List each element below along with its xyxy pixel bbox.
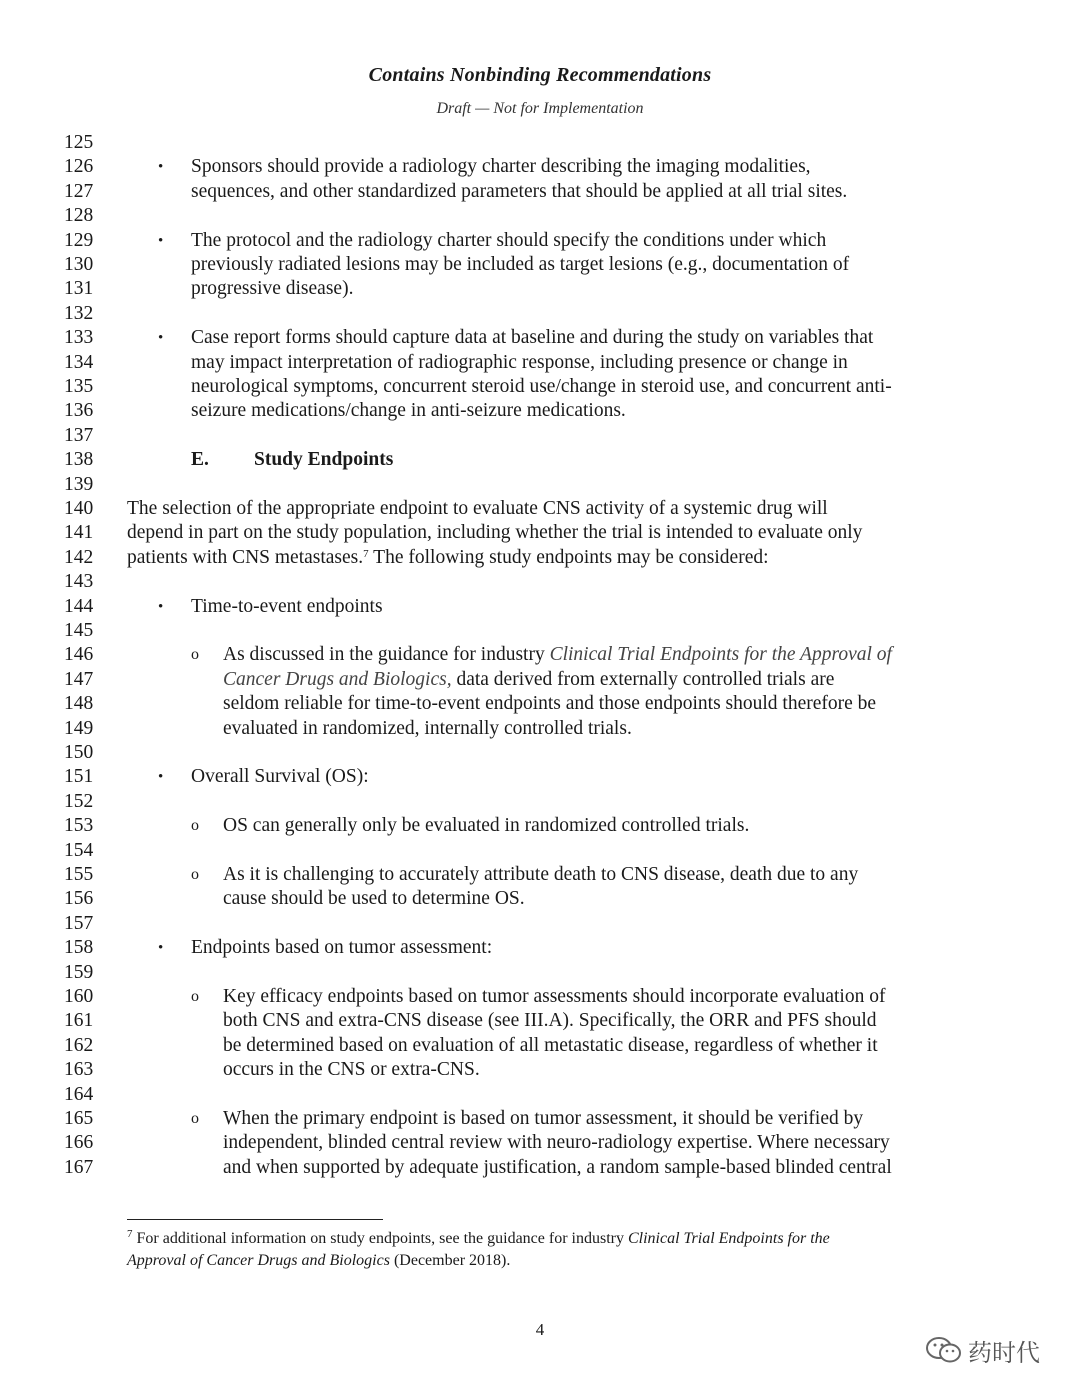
line-number: 137 xyxy=(64,424,94,446)
document-line xyxy=(0,619,1080,643)
paragraph-line xyxy=(127,521,862,545)
line-number: 163 xyxy=(64,1059,94,1081)
line-number: 160 xyxy=(64,986,94,1007)
watermark-text: 药时代 xyxy=(968,1338,1040,1367)
line-text: be determined based on evaluation of all metastatic disease, regardless of whether it xyxy=(223,1034,878,1056)
document-line xyxy=(0,399,1080,423)
document-line xyxy=(0,961,1080,985)
sub-item-line xyxy=(223,887,525,911)
line-number: 165 xyxy=(64,1108,94,1129)
line-number: 158 xyxy=(64,937,94,959)
line-number: 135 xyxy=(64,376,94,397)
line-number: 159 xyxy=(64,961,94,983)
document-line xyxy=(0,302,1080,326)
line-number: 147 xyxy=(64,668,94,690)
line-number: 153 xyxy=(64,815,94,837)
line-number: 162 xyxy=(64,1034,94,1056)
line-text: evaluated in randomized, internally controlled trials. xyxy=(223,717,632,739)
line-text: independent, blinded central review with neuro-radiology expertise. Where necessary xyxy=(223,1132,890,1154)
sub-item-line xyxy=(223,863,858,887)
sub-item-line xyxy=(223,814,749,838)
line-number: 126 xyxy=(64,156,94,178)
document-line xyxy=(0,912,1080,936)
document-header-title: Contains Nonbinding Recommendations xyxy=(368,64,712,86)
line-text: The protocol and the radiology charter should specify the conditions under which xyxy=(191,229,827,251)
document-line xyxy=(0,351,1080,375)
line-number: 140 xyxy=(64,498,94,519)
line-number: 129 xyxy=(64,229,94,251)
document-line xyxy=(0,204,1080,228)
line-number: 141 xyxy=(64,522,94,544)
footnote-reference[interactable]: 7 xyxy=(363,547,369,560)
line-number: 145 xyxy=(64,620,94,641)
line-text: neurological symptoms, concurrent steroid use/change in steroid use, and concurrent anti- xyxy=(191,376,892,397)
line-text: Key efficacy endpoints based on tumor assessments should incorporate evaluation of xyxy=(223,986,886,1007)
line-number: 148 xyxy=(64,693,94,715)
sub-bullet-icon: o xyxy=(191,866,199,883)
line-text: Endpoints based on tumor assessment: xyxy=(191,937,493,959)
line-number: 125 xyxy=(64,132,94,153)
line-text: data derived from externally controlled trials are xyxy=(451,668,835,690)
line-number: 127 xyxy=(64,180,94,202)
document-line xyxy=(0,814,1080,838)
section-heading: Study Endpoints xyxy=(254,449,394,471)
line-text: The selection of the appropriate endpoint to evaluate CNS activity of a systemic drug will xyxy=(127,498,828,519)
line-number: 150 xyxy=(64,742,94,763)
line-number: 130 xyxy=(64,254,94,275)
document-line xyxy=(0,326,1080,350)
line-number: 154 xyxy=(64,839,94,861)
document-line xyxy=(0,790,1080,814)
line-text: Overall Survival (OS): xyxy=(191,766,369,788)
line-number: 133 xyxy=(64,327,94,349)
document-line xyxy=(0,546,1080,570)
footnote-divider xyxy=(127,1219,383,1220)
section-letter: E. xyxy=(191,449,209,471)
sub-bullet-icon: o xyxy=(191,817,199,835)
line-number: 134 xyxy=(64,351,94,373)
footnote-text: (December 2018). xyxy=(389,1252,511,1269)
line-text: previously radiated lesions may be included as target lesions (e.g., documentation of xyxy=(191,254,850,275)
line-text: progressive disease). xyxy=(191,278,354,300)
document-line xyxy=(0,375,1080,399)
document-line xyxy=(0,277,1080,301)
document-line xyxy=(0,1058,1080,1082)
document-line xyxy=(0,1034,1080,1058)
sub-item-line xyxy=(223,668,834,692)
bullet-icon: • xyxy=(158,232,164,249)
line-text: Time-to-event endpoints xyxy=(191,595,383,617)
document-line xyxy=(0,1009,1080,1033)
document-line xyxy=(0,717,1080,741)
sub-item-line xyxy=(223,1156,892,1180)
footnote-text: For additional information on study endpoints, see the guidance for industry xyxy=(132,1230,628,1247)
line-text: may impact interpretation of radiographic response, including presence or change in xyxy=(191,351,848,373)
document-line xyxy=(0,887,1080,911)
line-number: 132 xyxy=(64,302,94,324)
guidance-title: Clinical Trial Endpoints for the Approval of xyxy=(549,644,892,666)
sub-item-line xyxy=(223,692,876,716)
sub-bullet-icon: o xyxy=(191,988,199,1005)
line-text: and when supported by adequate justification, a random sample-based blinded central xyxy=(223,1156,892,1178)
document-line xyxy=(0,839,1080,863)
document-line xyxy=(0,985,1080,1009)
footnote-marker: 7 xyxy=(127,1228,133,1240)
sub-bullet-icon: o xyxy=(191,646,199,664)
sub-bullet-icon: o xyxy=(191,1110,199,1127)
document-line xyxy=(0,595,1080,619)
sub-item-line xyxy=(223,1034,878,1058)
document-line xyxy=(0,229,1080,253)
line-text: occurs in the CNS or extra-CNS. xyxy=(223,1059,480,1081)
line-number: 166 xyxy=(64,1132,94,1154)
line-text: seldom reliable for time-to-event endpoints and those endpoints should therefore be xyxy=(223,693,877,715)
line-number: 161 xyxy=(64,1010,94,1032)
paragraph-line xyxy=(127,497,828,521)
sub-item-line xyxy=(223,1131,890,1155)
document-line xyxy=(0,1156,1080,1180)
document-header-subtitle: Draft — Not for Implementation xyxy=(436,100,644,117)
bullet-icon: • xyxy=(158,940,164,957)
sub-item-line xyxy=(223,717,632,741)
bullet-icon: • xyxy=(158,769,164,786)
document-line xyxy=(0,473,1080,497)
footnote-italic-title: Approval of Cancer Drugs and Biologics xyxy=(127,1252,390,1269)
document-line xyxy=(0,765,1080,789)
line-number: 144 xyxy=(64,595,94,617)
document-line xyxy=(0,1083,1080,1107)
line-text: OS can generally only be evaluated in randomized controlled trials. xyxy=(223,815,750,837)
document-line xyxy=(0,180,1080,204)
bullet-icon: • xyxy=(158,330,164,347)
line-number: 136 xyxy=(64,400,94,422)
bullet-icon: • xyxy=(158,598,164,615)
line-text: both CNS and extra-CNS disease (see III.A). Specifically, the ORR and PFS should xyxy=(223,1010,877,1032)
document-line xyxy=(0,643,1080,667)
document-line xyxy=(0,253,1080,277)
line-text: When the primary endpoint is based on tumor assessment, it should be verified by xyxy=(223,1108,864,1129)
line-text: Sponsors should provide a radiology charter describing the imaging modalities, xyxy=(191,156,811,178)
page-number: 4 xyxy=(535,1320,545,1339)
line-number: 164 xyxy=(64,1083,94,1105)
document-line xyxy=(0,521,1080,545)
wechat-icon xyxy=(924,1335,964,1365)
document-line xyxy=(0,863,1080,887)
line-number: 142 xyxy=(64,546,94,568)
line-number: 151 xyxy=(64,766,94,788)
line-text: The following study endpoints may be considered: xyxy=(368,546,769,568)
line-number: 167 xyxy=(64,1156,94,1178)
footnote-line-1 xyxy=(127,1228,967,1250)
document-line xyxy=(0,570,1080,594)
document-line xyxy=(0,424,1080,448)
document-line xyxy=(0,692,1080,716)
line-text: depend in part on the study population, including whether the trial is intended to evaluate only xyxy=(127,522,863,544)
line-number: 139 xyxy=(64,473,94,495)
document-line xyxy=(0,131,1080,155)
line-text: As it is challenging to accurately attribute death to CNS disease, death due to any xyxy=(223,864,859,885)
line-text: cause should be used to determine OS. xyxy=(223,888,525,910)
guidance-title: Cancer Drugs and Biologics, xyxy=(223,668,452,690)
document-line xyxy=(0,155,1080,179)
watermark xyxy=(924,1333,1040,1367)
line-number: 152 xyxy=(64,790,94,812)
document-line xyxy=(0,497,1080,521)
sub-item-line xyxy=(223,1058,480,1082)
line-number: 157 xyxy=(64,912,94,934)
sub-item-line xyxy=(223,985,885,1009)
sub-item-line xyxy=(223,643,892,667)
line-text: Case report forms should capture data at baseline and during the study on variables that xyxy=(191,327,874,349)
line-number: 146 xyxy=(64,644,94,666)
line-text: As discussed in the guidance for industry xyxy=(223,644,550,666)
document-line xyxy=(0,1131,1080,1155)
sub-item-line xyxy=(223,1009,877,1033)
line-text: seizure medications/change in anti-seizure medications. xyxy=(191,400,626,422)
line-number: 131 xyxy=(64,278,94,300)
document-line xyxy=(0,741,1080,765)
sub-item-line xyxy=(223,1107,863,1131)
line-number: 155 xyxy=(64,864,94,885)
line-number: 138 xyxy=(64,449,94,471)
footnote-italic-title: Clinical Trial Endpoints for the xyxy=(627,1230,830,1247)
document-line xyxy=(0,936,1080,960)
line-text: patients with CNS metastases. xyxy=(127,546,364,568)
line-number: 149 xyxy=(64,717,94,739)
paragraph-line xyxy=(127,546,769,570)
line-number: 128 xyxy=(64,205,94,227)
document-line xyxy=(0,1107,1080,1131)
document-line xyxy=(0,668,1080,692)
line-number: 156 xyxy=(64,888,94,910)
line-text: sequences, and other standardized parameters that should be applied at all trial sites. xyxy=(191,180,848,202)
bullet-icon: • xyxy=(158,159,164,176)
document-line xyxy=(0,448,1080,472)
line-number: 143 xyxy=(64,571,94,593)
footnote-line-2 xyxy=(127,1250,967,1272)
